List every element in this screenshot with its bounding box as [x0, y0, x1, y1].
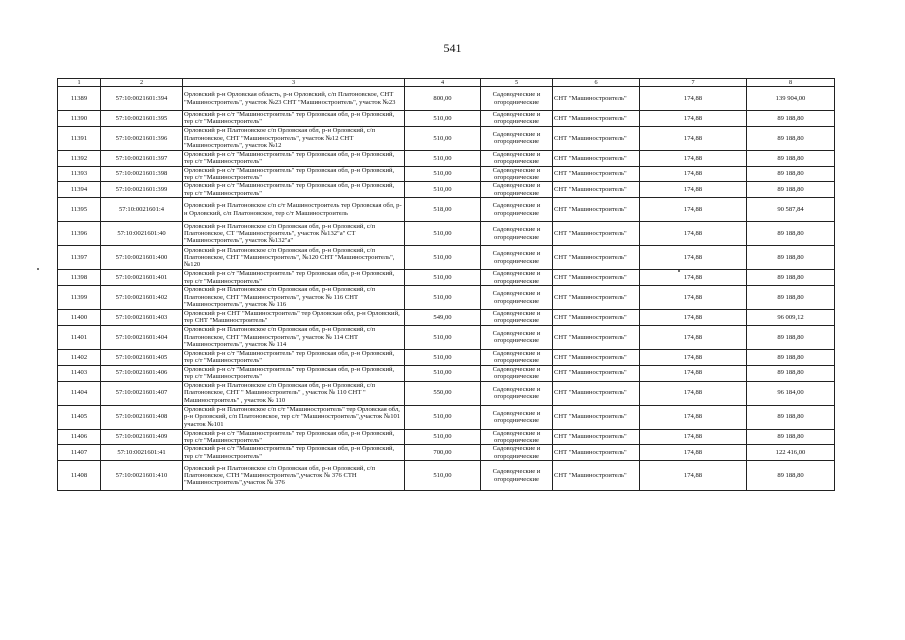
scan-speck	[37, 268, 39, 270]
organization-cell: СНТ "Машиностроитель"	[553, 349, 640, 365]
row-number-cell: 11403	[58, 365, 101, 381]
column-header: 4	[405, 79, 481, 87]
area-cell: 510,00	[405, 365, 481, 381]
area-cell: 510,00	[405, 166, 481, 182]
area-cell: 700,00	[405, 445, 481, 461]
land-use-cell: Садоводческие и огороднические	[481, 126, 553, 150]
rate-cell: 174,88	[640, 445, 747, 461]
cadastral-value-cell: 89 188,80	[747, 246, 835, 270]
organization-cell: СНТ "Машиностроитель"	[553, 166, 640, 182]
land-use-cell: Садоводческие и огороднические	[481, 222, 553, 246]
land-use-cell: Садоводческие и огороднические	[481, 461, 553, 491]
area-cell: 518,00	[405, 198, 481, 222]
rate-cell: 174,88	[640, 365, 747, 381]
rate-cell: 174,88	[640, 166, 747, 182]
area-cell: 510,00	[405, 461, 481, 491]
land-use-cell: Садоводческие и огороднические	[481, 445, 553, 461]
row-number-cell: 11407	[58, 445, 101, 461]
land-use-cell: Садоводческие и огороднические	[481, 246, 553, 270]
land-use-cell: Садоводческие и огороднические	[481, 182, 553, 198]
cadastral-value-cell: 89 188,80	[747, 325, 835, 349]
land-use-cell: Садоводческие и огороднические	[481, 87, 553, 111]
cadastral-number-cell: 57:10:0021601:394	[101, 87, 183, 111]
cadastral-value-cell: 122 416,00	[747, 445, 835, 461]
area-cell: 510,00	[405, 246, 481, 270]
table-body	[58, 87, 835, 491]
organization-cell: СНТ "Машиностроитель"	[553, 150, 640, 166]
row-number-cell: 11405	[58, 405, 101, 429]
rate-cell: 174,88	[640, 429, 747, 445]
address-cell: Орловский р-н с/т "Машиностроитель" тер Орловская обл, р-н Орловский, тер с/т "Машиностроитель"	[183, 349, 405, 365]
table-row	[58, 126, 835, 150]
rate-cell: 174,88	[640, 349, 747, 365]
table-row	[58, 286, 835, 310]
table-row	[58, 325, 835, 349]
land-use-cell: Садоводческие и огороднические	[481, 349, 553, 365]
rate-cell: 174,88	[640, 111, 747, 127]
address-cell: Орловский р-н Платоновское с/п с/т "Машиностроитель" тер Орловская обл, р-н Орловский, с/п Платоновское, тер с/т "Машиностроитель",участок №101 участок №101	[183, 405, 405, 429]
address-cell: Орловский р-н Платоновское с/п Орловская обл, р-н Орловский, с/п Платоновское, СНТ "Машиностроитель", участок №12 СНТ "Машиностроитель", участок №12	[183, 126, 405, 150]
table-header-row	[58, 79, 835, 87]
cadastral-number-cell: 57:10:0021601:407	[101, 381, 183, 405]
area-cell: 510,00	[405, 325, 481, 349]
table-row	[58, 198, 835, 222]
cadastral-value-cell: 89 188,80	[747, 150, 835, 166]
organization-cell: СНТ "Машиностроитель"	[553, 365, 640, 381]
cadastral-value-cell: 96 184,00	[747, 381, 835, 405]
land-use-cell: Садоводческие и огороднические	[481, 429, 553, 445]
area-cell: 510,00	[405, 405, 481, 429]
table-row	[58, 381, 835, 405]
cadastral-value-cell: 89 188,80	[747, 126, 835, 150]
row-number-cell: 11392	[58, 150, 101, 166]
address-cell: Орловский р-н СНТ "Машиностроитель" тер Орловская обл, р-н Орловский, тер СНТ "Машиностроитель"	[183, 310, 405, 326]
table-row	[58, 182, 835, 198]
area-cell: 510,00	[405, 111, 481, 127]
table-row	[58, 166, 835, 182]
land-use-cell: Садоводческие и огороднические	[481, 198, 553, 222]
address-cell: Орловский р-н Платоновское с/п Орловская обл, р-н Орловский, с/п Платоновское, СТ "Машиностроитель", участок №132"а" СТ "Машиностроитель", участок №132"а"	[183, 222, 405, 246]
table-row	[58, 87, 835, 111]
area-cell: 510,00	[405, 126, 481, 150]
cadastral-number-cell: 57:10:0021601:397	[101, 150, 183, 166]
table-row	[58, 429, 835, 445]
rate-cell: 174,88	[640, 87, 747, 111]
table-row	[58, 445, 835, 461]
land-use-cell: Садоводческие и огороднические	[481, 405, 553, 429]
row-number-cell: 11394	[58, 182, 101, 198]
organization-cell: СНТ "Машиностроитель"	[553, 310, 640, 326]
address-cell: Орловский р-н Платоновское с/п Орловская обл, р-н Орловский, с/п Платоновское, СНТ "Машиностроитель", участок № 114 СНТ "Машиностроитель", участок № 114	[183, 325, 405, 349]
address-cell: Орловский р-н с/т "Машиностроитель" тер Орловская обл, р-н Орловский, тер с/т "Машиностроитель"	[183, 150, 405, 166]
row-number-cell: 11399	[58, 286, 101, 310]
table-row	[58, 246, 835, 270]
rate-cell: 174,88	[640, 150, 747, 166]
address-cell: Орловский р-н с/т "Машиностроитель" тер Орловская обл, р-н Орловский, тер с/т "Машиностроитель"	[183, 270, 405, 286]
page-number: 541	[443, 41, 462, 55]
land-use-cell: Садоводческие и огороднические	[481, 365, 553, 381]
row-number-cell: 11404	[58, 381, 101, 405]
scan-speck	[678, 270, 680, 272]
land-use-cell: Садоводческие и огороднические	[481, 111, 553, 127]
column-header: 6	[553, 79, 640, 87]
organization-cell: СНТ "Машиностроитель"	[553, 461, 640, 491]
cadastral-value-cell: 96 009,12	[747, 310, 835, 326]
table-row	[58, 349, 835, 365]
cadastral-number-cell: 57:10:0021601:41	[101, 445, 183, 461]
cadastral-value-cell: 90 587,84	[747, 198, 835, 222]
cadastral-value-cell: 89 188,80	[747, 111, 835, 127]
area-cell: 510,00	[405, 286, 481, 310]
cadastral-number-cell: 57:10:0021601:401	[101, 270, 183, 286]
address-cell: Орловский р-н Орловская область, р-н Орловский, с/п Платоновское, СНТ "Машиностроитель", участок №23 СНТ "Машиностроитель", участок №23	[183, 87, 405, 111]
address-cell: Орловский р-н Платоновское с/п Орловская обл, р-н Орловский, с/п Платоновское, СНТ "Машиностроитель", участок № 116 СНТ "Машиностроитель", участок № 116	[183, 286, 405, 310]
row-number-cell: 11401	[58, 325, 101, 349]
organization-cell: СНТ "Машиностроитель"	[553, 325, 640, 349]
column-header: 2	[101, 79, 183, 87]
address-cell: Орловский р-н Платоновское с/п Орловская обл, р-н Орловский, с/п Платоновское, СТН "Машиностроитель",участок № 376 СТН "Машиностроитель",участок № 376	[183, 461, 405, 491]
land-use-cell: Садоводческие и огороднические	[481, 310, 553, 326]
column-header: 1	[58, 79, 101, 87]
row-number-cell: 11389	[58, 87, 101, 111]
cadastral-value-cell: 89 188,80	[747, 365, 835, 381]
cadastral-number-cell: 57:10:0021601:409	[101, 429, 183, 445]
row-number-cell: 11402	[58, 349, 101, 365]
cadastral-value-cell: 89 188,80	[747, 349, 835, 365]
cadastral-value-cell: 89 188,80	[747, 222, 835, 246]
area-cell: 510,00	[405, 150, 481, 166]
cadastral-value-cell: 89 188,80	[747, 270, 835, 286]
area-cell: 510,00	[405, 349, 481, 365]
rate-cell: 174,88	[640, 222, 747, 246]
area-cell: 510,00	[405, 182, 481, 198]
address-cell: Орловский р-н с/т "Машиностроитель" тер Орловская обл, р-н Орловский, тер с/т "Машиностроитель"	[183, 445, 405, 461]
area-cell: 510,00	[405, 270, 481, 286]
cadastral-value-cell: 89 188,80	[747, 461, 835, 491]
column-header: 3	[183, 79, 405, 87]
row-number-cell: 11396	[58, 222, 101, 246]
row-number-cell: 11408	[58, 461, 101, 491]
row-number-cell: 11391	[58, 126, 101, 150]
land-use-cell: Садоводческие и огороднические	[481, 166, 553, 182]
cadastral-number-cell: 57:10:0021601:399	[101, 182, 183, 198]
table-row	[58, 310, 835, 326]
rate-cell: 174,88	[640, 286, 747, 310]
organization-cell: СНТ "Машиностроитель"	[553, 246, 640, 270]
organization-cell: СНТ "Машиностроитель"	[553, 445, 640, 461]
table-row	[58, 365, 835, 381]
rate-cell: 174,88	[640, 126, 747, 150]
rate-cell: 174,88	[640, 182, 747, 198]
cadastral-number-cell: 57:10:0021601:405	[101, 349, 183, 365]
organization-cell: СНТ "Машиностроитель"	[553, 111, 640, 127]
rate-cell: 174,88	[640, 405, 747, 429]
rate-cell: 174,88	[640, 198, 747, 222]
column-header: 5	[481, 79, 553, 87]
table-row	[58, 222, 835, 246]
cadastral-number-cell: 57:10:0021601:403	[101, 310, 183, 326]
organization-cell: СНТ "Машиностроитель"	[553, 270, 640, 286]
cadastral-number-cell: 57:10:0021601:396	[101, 126, 183, 150]
cadastral-number-cell: 57:10:0021601:402	[101, 286, 183, 310]
address-cell: Орловский р-н Платоновское с/п Орловская обл, р-н Орловский, с/п Платоновское, СНТ " Машиностроитель" , участок № 110 СНТ " Машиностроитель" , участок № 110	[183, 381, 405, 405]
land-use-cell: Садоводческие и огороднические	[481, 150, 553, 166]
area-cell: 510,00	[405, 222, 481, 246]
area-cell: 800,00	[405, 87, 481, 111]
address-cell: Орловский р-н с/т "Машиностроитель" тер Орловская обл, р-н Орловский, тер с/т "Машиностроитель"	[183, 365, 405, 381]
cadastral-number-cell: 57:10:0021601:40	[101, 222, 183, 246]
address-cell: Орловский р-н с/т "Машиностроитель" тер Орловская обл, р-н Орловский, тер с/т "Машиностроитель"	[183, 111, 405, 127]
table-row	[58, 150, 835, 166]
cadastral-number-cell: 57:10:0021601:408	[101, 405, 183, 429]
cadastral-number-cell: 57:10:0021601:395	[101, 111, 183, 127]
organization-cell: СНТ "Машиностроитель"	[553, 182, 640, 198]
table-row	[58, 111, 835, 127]
organization-cell: СНТ "Машиностроитель"	[553, 429, 640, 445]
cadastral-number-cell: 57:10:0021601:398	[101, 166, 183, 182]
cadastral-value-cell: 89 188,80	[747, 166, 835, 182]
address-cell: Орловский р-н с/т "Машиностроитель" тер Орловская обл, р-н Орловский, тер с/т "Машиностроитель"	[183, 166, 405, 182]
rate-cell: 174,88	[640, 246, 747, 270]
area-cell: 549,00	[405, 310, 481, 326]
land-use-cell: Садоводческие и огороднические	[481, 381, 553, 405]
row-number-cell: 11393	[58, 166, 101, 182]
row-number-cell: 11398	[58, 270, 101, 286]
address-cell: Орловский р-н Платоновское с/п с/т Машиностроитель тер Орловская обл, р-н Орловский, с/п Платоновское, тер с/т Машиностроитель	[183, 198, 405, 222]
cadastral-value-cell: 89 188,80	[747, 286, 835, 310]
row-number-cell: 11395	[58, 198, 101, 222]
rate-cell: 174,88	[640, 381, 747, 405]
cadastral-value-cell: 89 188,80	[747, 429, 835, 445]
column-header: 7	[640, 79, 747, 87]
organization-cell: СНТ "Машиностроитель"	[553, 222, 640, 246]
address-cell: Орловский р-н Платоновское с/п Орловская обл, р-н Орловский, с/п Платоновское, СНТ "Машиностроитель", №120 СНТ "Машиностроитель", №120	[183, 246, 405, 270]
organization-cell: СНТ "Машиностроитель"	[553, 286, 640, 310]
column-header: 8	[747, 79, 835, 87]
address-cell: Орловский р-н с/т "Машиностроитель" тер Орловская обл, р-н Орловский, тер с/т "Машиностроитель"	[183, 429, 405, 445]
organization-cell: СНТ "Машиностроитель"	[553, 198, 640, 222]
row-number-cell: 11400	[58, 310, 101, 326]
table-row	[58, 270, 835, 286]
table-row	[58, 461, 835, 491]
row-number-cell: 11397	[58, 246, 101, 270]
land-use-cell: Садоводческие и огороднические	[481, 325, 553, 349]
cadastral-number-cell: 57:10:0021601:4	[101, 198, 183, 222]
cadastral-value-cell: 89 188,80	[747, 182, 835, 198]
row-number-cell: 11390	[58, 111, 101, 127]
organization-cell: СНТ "Машиностроитель"	[553, 405, 640, 429]
rate-cell: 174,88	[640, 270, 747, 286]
land-use-cell: Садоводческие и огороднические	[481, 286, 553, 310]
row-number-cell: 11406	[58, 429, 101, 445]
cadastral-number-cell: 57:10:0021601:400	[101, 246, 183, 270]
address-cell: Орловский р-н с/т "Машиностроитель" тер Орловская обл, р-н Орловский, тер с/т "Машиностроитель"	[183, 182, 405, 198]
rate-cell: 174,88	[640, 461, 747, 491]
organization-cell: СНТ "Машиностроитель"	[553, 126, 640, 150]
cadastral-number-cell: 57:10:0021601:406	[101, 365, 183, 381]
cadastral-value-cell: 139 904,00	[747, 87, 835, 111]
area-cell: 510,00	[405, 429, 481, 445]
area-cell: 550,00	[405, 381, 481, 405]
rate-cell: 174,88	[640, 325, 747, 349]
rate-cell: 174,88	[640, 310, 747, 326]
cadastral-number-cell: 57:10:0021601:410	[101, 461, 183, 491]
registry-table	[57, 78, 835, 491]
organization-cell: СНТ "Машиностроитель"	[553, 87, 640, 111]
land-use-cell: Садоводческие и огороднические	[481, 270, 553, 286]
organization-cell: СНТ "Машиностроитель"	[553, 381, 640, 405]
table-row	[58, 405, 835, 429]
cadastral-value-cell: 89 188,80	[747, 405, 835, 429]
cadastral-number-cell: 57:10:0021601:404	[101, 325, 183, 349]
